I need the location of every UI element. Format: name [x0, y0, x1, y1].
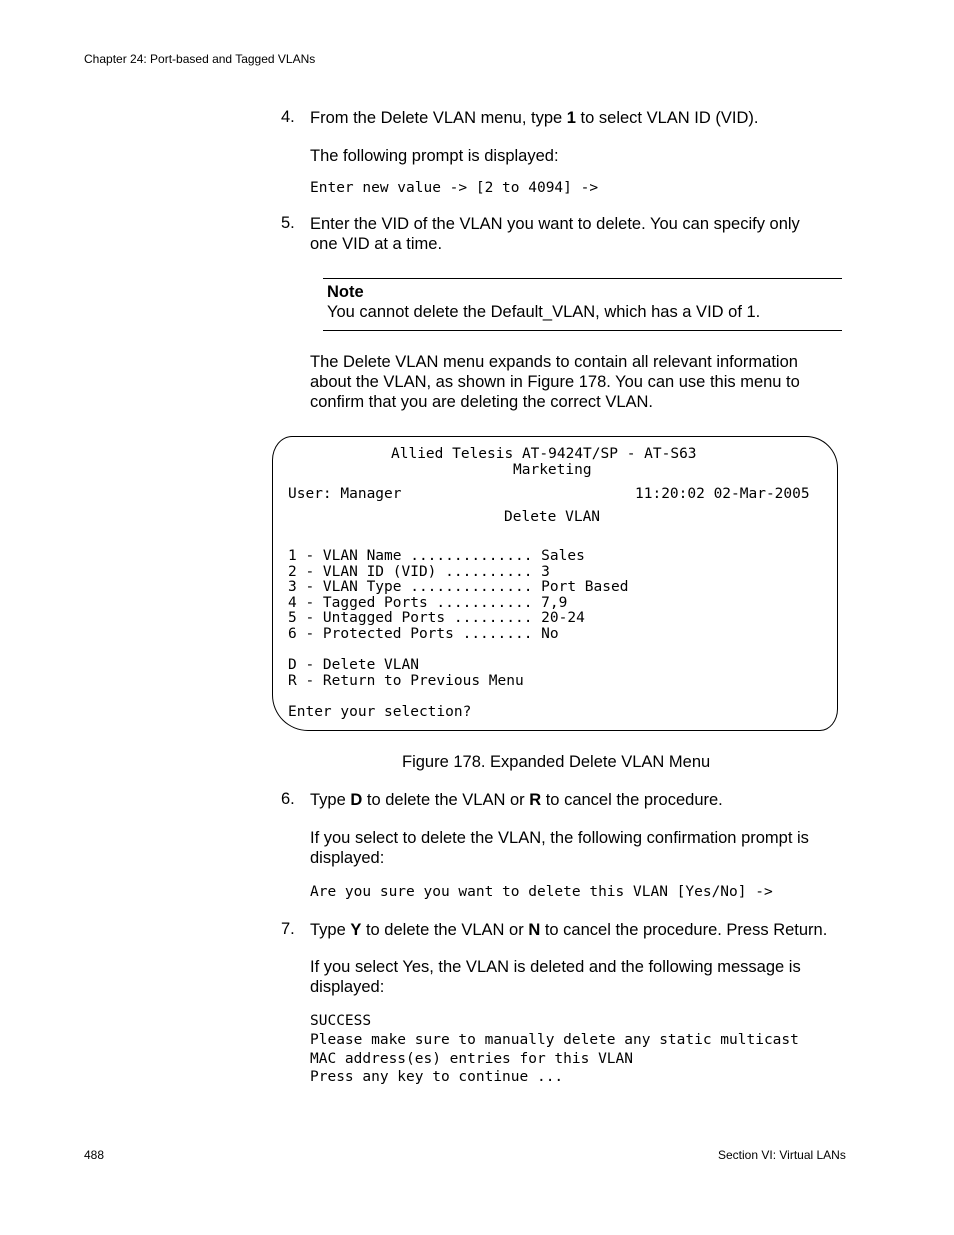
step-7-para-line-1: If you select Yes, the VLAN is deleted and the following message is [310, 958, 801, 976]
figure-caption: Figure 178. Expanded Delete VLAN Menu [402, 753, 711, 771]
success-message-line-2: Please make sure to manually delete any static multicast [310, 1032, 799, 1048]
step-4-text-post: to select VLAN ID (VID). [575, 109, 759, 127]
step-4-prompt: Enter new value -> [2 to 4094] -> [310, 180, 599, 196]
step-6-para-line-2: displayed: [310, 849, 385, 867]
step-5-number: 5. [281, 214, 295, 232]
step-7-t1: Type [310, 921, 351, 939]
success-message-line-1: SUCCESS [310, 1013, 372, 1029]
menu-item-protected-ports: 6 - Protected Ports ........ No [288, 626, 559, 642]
step-4-text [310, 108, 758, 128]
step-4-number: 4. [281, 108, 295, 126]
step-7-t2: to delete the VLAN or [361, 921, 529, 939]
note-title: Note [327, 283, 364, 301]
menu-action-delete: D - Delete VLAN [288, 657, 419, 673]
screen-title: Allied Telesis AT-9424T/SP - AT-S63 [391, 446, 697, 462]
screen-user: User: Manager [288, 486, 402, 502]
expand-para-line-1: The Delete VLAN menu expands to contain all relevant information [310, 353, 798, 371]
running-header: Chapter 24: Port-based and Tagged VLANs [84, 52, 316, 66]
expand-para-line-3: confirm that you are deleting the correct VLAN. [310, 393, 654, 411]
step-6-t2: to delete the VLAN or [362, 791, 530, 809]
step-7-key-y: Y [350, 921, 362, 939]
menu-action-return: R - Return to Previous Menu [288, 673, 524, 689]
step-7-key-n: N [528, 921, 541, 939]
step-6-key-d: D [350, 791, 363, 809]
screen-subtitle: Marketing [513, 462, 592, 478]
success-message-line-4: Press any key to continue ... [310, 1069, 564, 1085]
step-4-text-pre: From the Delete VLAN menu, type [310, 109, 567, 127]
step-6-t3: to cancel the procedure. [541, 791, 723, 809]
step-7-t3: to cancel the procedure. Press Return. [540, 921, 828, 939]
screen-selection-prompt: Enter your selection? [288, 704, 472, 720]
note-text: You cannot delete the Default_VLAN, which has a VID of 1. [327, 303, 761, 321]
page-number: 488 [84, 1148, 105, 1162]
note-top-rule [323, 278, 842, 279]
step-7-para-line-2: displayed: [310, 978, 385, 996]
menu-item-tagged-ports: 4 - Tagged Ports ........... 7,9 [288, 595, 568, 611]
step-7-text [310, 920, 827, 940]
success-message-line-3: MAC address(es) entries for this VLAN [310, 1051, 634, 1067]
menu-item-vlan-type: 3 - VLAN Type .............. Port Based [288, 579, 629, 595]
menu-item-vlan-id: 2 - VLAN ID (VID) .......... 3 [288, 564, 550, 580]
step-6-t1: Type [310, 791, 351, 809]
screen-datetime: 11:20:02 02-Mar-2005 [635, 486, 810, 502]
step-6-prompt: Are you sure you want to delete this VLAN [Yes/No] -> [310, 884, 773, 900]
expand-para-line-2: about the VLAN, as shown in Figure 178. You can use this menu to [310, 373, 800, 391]
step-4-key: 1 [566, 109, 576, 127]
step-6-para-line-1: If you select to delete the VLAN, the following confirmation prompt is [310, 829, 809, 847]
section-footer: Section VI: Virtual LANs [718, 1148, 846, 1162]
menu-item-vlan-name: 1 - VLAN Name .............. Sales [288, 548, 585, 564]
screen-menu-title: Delete VLAN [504, 509, 601, 525]
note-bottom-rule [323, 330, 842, 331]
step-5-line-1: Enter the VID of the VLAN you want to delete. You can specify only [310, 215, 800, 233]
step-6-text [310, 790, 723, 810]
step-4-prompt-intro: The following prompt is displayed: [310, 147, 559, 165]
step-5-line-2: one VID at a time. [310, 235, 443, 253]
menu-item-untagged-ports: 5 - Untagged Ports ......... 20-24 [288, 610, 585, 626]
step-6-key-r: R [529, 791, 542, 809]
step-6-number: 6. [281, 790, 295, 808]
step-7-number: 7. [281, 920, 295, 938]
